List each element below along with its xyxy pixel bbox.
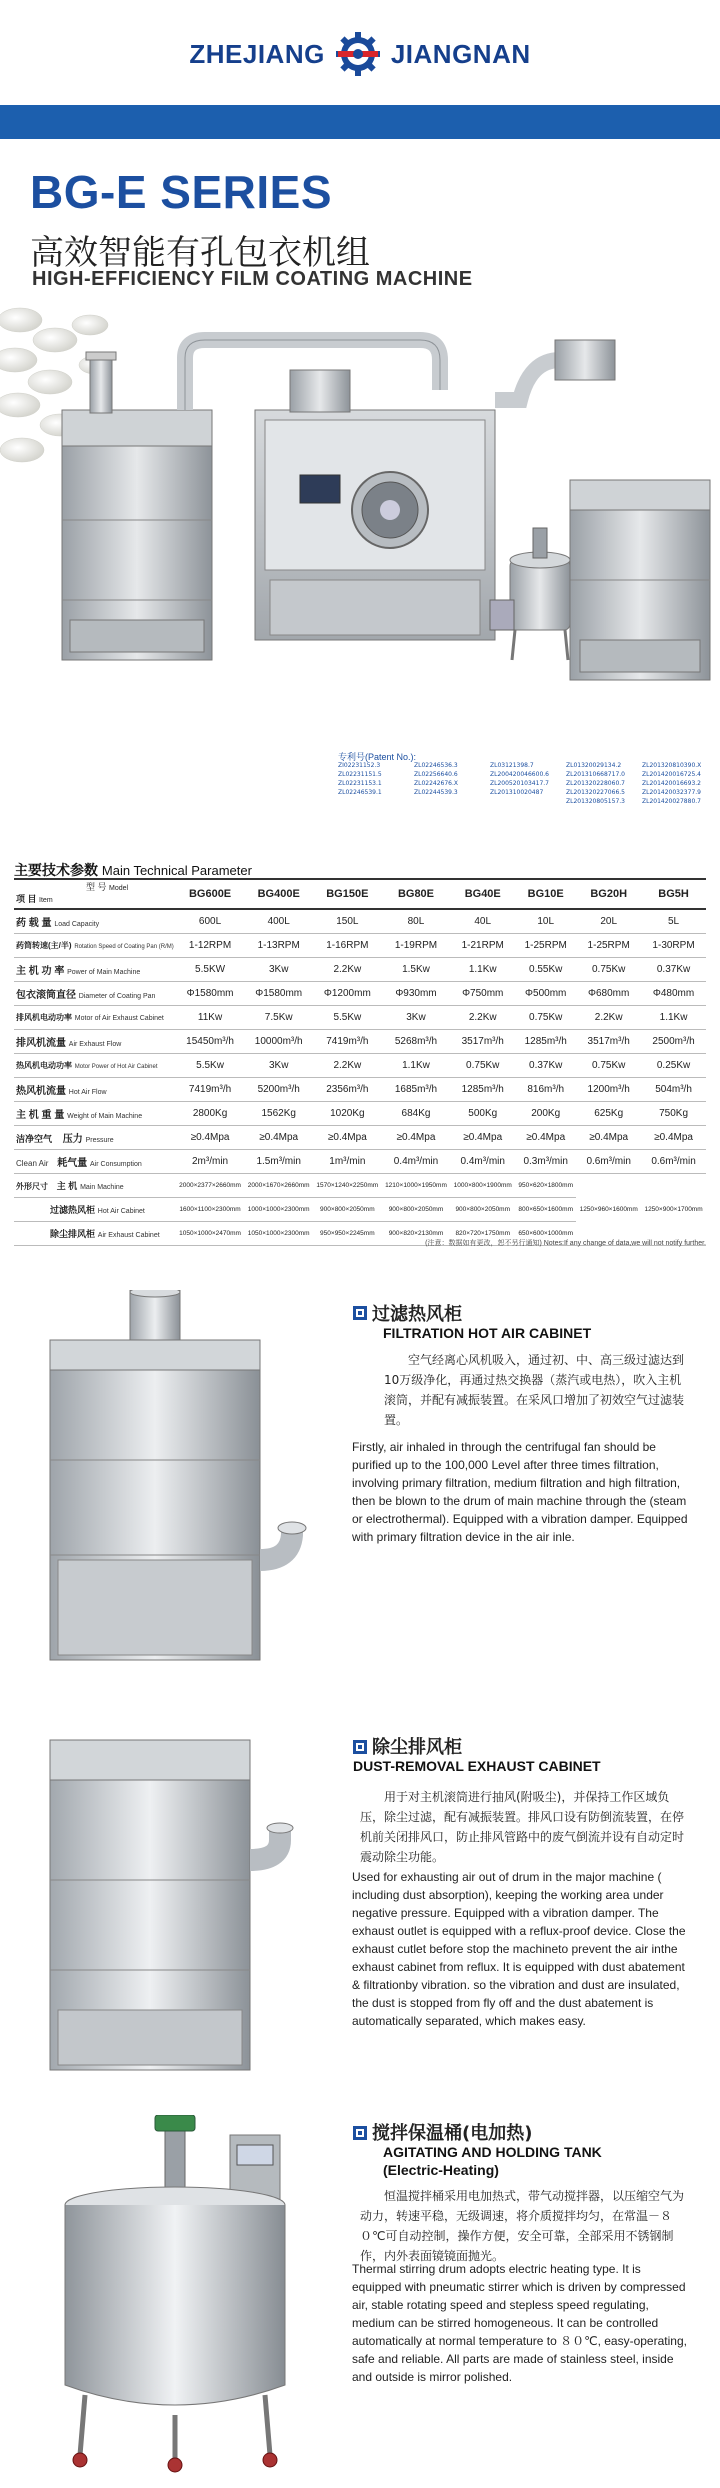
feature-title-cn: 搅拌保温桶(电加热) <box>372 2123 533 2144</box>
table-cell: 800×650×1600mm <box>515 1197 576 1221</box>
row-label-en: Motor of Air Exhaust Cabinet <box>74 1014 164 1022</box>
table-cell: 1570×1240×2250mm <box>313 1173 382 1197</box>
table-cell: ≥0.4Mpa <box>313 1125 382 1149</box>
parameter-title-en: Main Technical Parameter <box>101 863 252 878</box>
table-cell: 1685m³/h <box>382 1077 451 1101</box>
table-cell: 3Kw <box>244 1053 313 1077</box>
agitating-tank-illustration <box>40 2115 330 2475</box>
table-cell: 2800Kg <box>176 1101 245 1125</box>
row-label <box>14 1149 176 1173</box>
table-cell: 1m³/min <box>313 1149 382 1173</box>
header <box>0 0 720 105</box>
header-item-en: Item <box>39 897 53 904</box>
table-cell: 1050×1000×2470mm <box>176 1221 245 1245</box>
table-cell: 625Kg <box>576 1101 641 1125</box>
table-cell: 0.4m³/min <box>450 1149 515 1173</box>
table-cell: Φ1580mm <box>176 981 245 1005</box>
patent-number: ZL201320810390.X <box>642 762 702 769</box>
patent-number: ZL201310020487 <box>490 789 544 796</box>
table-cell: 1-16RPM <box>313 933 382 957</box>
table-row <box>14 1101 706 1125</box>
feature-title-en-line2: (Electric-Heating) <box>383 2162 499 2178</box>
patent-number: ZL02242676.X <box>414 780 459 787</box>
hot-air-cabinet-illustration <box>30 1290 330 1670</box>
row-label <box>14 1221 176 1245</box>
pressure-label-en: Pressure <box>85 1136 114 1144</box>
table-cell: 2000×1670×2660mm <box>244 1173 313 1197</box>
table-cell: Φ500mm <box>515 981 576 1005</box>
table-cell: 1020Kg <box>313 1101 382 1125</box>
dimensions-label: 外形尺寸 <box>16 1181 48 1191</box>
table-cell: 11Kw <box>176 1005 245 1029</box>
table-cell: 0.75Kw <box>576 1053 641 1077</box>
row-label <box>14 1197 176 1221</box>
table-cell: 2356m³/h <box>313 1077 382 1101</box>
table-row <box>14 981 706 1005</box>
table-cell: Φ750mm <box>450 981 515 1005</box>
patent-number <box>338 798 414 805</box>
table-header-row <box>14 879 706 909</box>
brand-logo <box>0 34 720 74</box>
table-cell: 7419m³/h <box>313 1029 382 1053</box>
patent-title: 专利号(Patent No.): <box>338 752 417 762</box>
row-label <box>14 1125 176 1149</box>
model-header: BG80E <box>382 879 451 909</box>
table-cell: 0.25Kw <box>641 1053 706 1077</box>
chinese-title: 高效智能有孔包衣机组 <box>30 233 370 273</box>
table-cell: Φ480mm <box>641 981 706 1005</box>
row-label-en: Rotation Speed of Coating Pan (R/M) <box>74 943 174 950</box>
exhaust-cabinet-label-cn: 除尘排风柜 <box>50 1228 96 1239</box>
parameter-table <box>14 878 706 1246</box>
model-header: BG600E <box>176 879 245 909</box>
table-cell: 0.75Kw <box>576 957 641 981</box>
table-row <box>14 1053 706 1077</box>
patent-number: ZL03121398.7 <box>490 762 534 769</box>
table-cell: 650×600×1000mm <box>515 1221 576 1245</box>
table-cell: 1-21RPM <box>450 933 515 957</box>
parameter-title-cn: 主要技术参数 <box>14 862 98 878</box>
table-cell: 1-19RPM <box>382 933 451 957</box>
feature-desc-en: Firstly, air inhaled in through the centrifugal fan should be purified up to the 100,000 Level after three times filtration, involving primary filtration, medium filtration and high filtration, then be blown to the drum of main machine through the (steam or electrothermal). Equipped with a vibration damper. Equipped with primary filtration device in the air inle. <box>352 1440 688 1544</box>
table-cell: 0.75Kw <box>450 1053 515 1077</box>
patent-number: ZL02231153.1 <box>338 780 382 787</box>
table-cell: 900×820×2130mm <box>382 1221 451 1245</box>
table-cell: 3517m³/h <box>450 1029 515 1053</box>
table-cell: 2000×2377×2660mm <box>176 1173 245 1197</box>
patent-numbers <box>338 762 718 805</box>
row-label-cn: 主 机 功 率 <box>16 965 65 977</box>
row-label-en: Power of Main Machine <box>67 968 141 976</box>
table-cell: 1000×800×1900mm <box>450 1173 515 1197</box>
consumption-label-cn: 耗气量 <box>57 1157 88 1169</box>
table-cell: 1562Kg <box>244 1101 313 1125</box>
table-cell: 2.2Kw <box>313 957 382 981</box>
patent-number: ZL201420032377.9 <box>642 789 701 796</box>
section-square-icon <box>353 2126 367 2140</box>
brand-name-right: JIANGNAN <box>390 38 531 69</box>
model-header: BG150E <box>313 879 382 909</box>
table-cell: ≥0.4Mpa <box>515 1125 576 1149</box>
table-cell: 816m³/h <box>515 1077 576 1101</box>
row-label-cn: 热风机电动功率 <box>16 1060 72 1070</box>
feature-title-cn: 过滤热风柜 <box>372 1304 462 1325</box>
table-cell: ≥0.4Mpa <box>244 1125 313 1149</box>
patent-number: ZL201420027880.7 <box>642 798 701 805</box>
table-cell: 900×800×2050mm <box>382 1197 451 1221</box>
hot-air-cabinet-label-en: Hot Air Cabinet <box>97 1207 145 1215</box>
table-cell: 950×620×1800mm <box>515 1173 576 1197</box>
patent-number: ZL02246539.1 <box>338 789 382 796</box>
table-cell: 1050×1000×2300mm <box>244 1221 313 1245</box>
table-cell: Φ930mm <box>382 981 451 1005</box>
table-cell: 0.3m³/min <box>515 1149 576 1173</box>
table-cell: 0.37Kw <box>641 957 706 981</box>
feature-title-en: DUST-REMOVAL EXHAUST CABINET <box>353 1758 601 1774</box>
patent-number: ZL201320228060.7 <box>566 780 625 787</box>
patent-number: ZL01320029134.2 <box>566 762 622 769</box>
parameter-table-body <box>14 909 706 1245</box>
row-label <box>14 1053 176 1077</box>
row-label <box>14 981 176 1005</box>
table-cell: 0.37Kw <box>515 1053 576 1077</box>
feature-desc-en: Used for exhausting air out of drum in the major machine ( including dust absorption), keeping the working area under negative pressure. Equipped with a vibration damper. The exhaust outlet is equipped with a reflux-proof device. Close the exhaust cutlet before stop the machineto prevent the air inthe exhaust cabinet from reflux. It is equipped with dust abatement & filtrationby vibration. so the vibration and dust are insulated, the dust is stopped from fly off and the dust abatement is automatically separated, which makes easy. <box>352 1870 686 2028</box>
consumption-label-en: Air Consumption <box>90 1160 142 1168</box>
gear-logo-icon <box>335 31 381 77</box>
table-cell: 950×950×2245mm <box>313 1221 382 1245</box>
table-row <box>14 933 706 957</box>
table-cell: 1250×960×1600mm <box>576 1173 641 1245</box>
table-cell: 1.1Kw <box>382 1053 451 1077</box>
row-label-cn: 包衣滚筒直径 <box>16 989 76 1001</box>
table-cell: 10000m³/h <box>244 1029 313 1053</box>
table-cell: 2500m³/h <box>641 1029 706 1053</box>
row-label-en: Load Capacity <box>54 920 100 928</box>
brand-name-left: ZHEJIANG <box>189 38 325 69</box>
table-cell: 900×800×2050mm <box>313 1197 382 1221</box>
table-cell: 1210×1000×1950mm <box>382 1173 451 1197</box>
table-cell: 7.5Kw <box>244 1005 313 1029</box>
table-row <box>14 909 706 933</box>
hot-air-cabinet-label-cn: 过滤热风柜 <box>50 1204 96 1215</box>
table-cell: 1.1Kw <box>641 1005 706 1029</box>
feature-title-cn: 除尘排风柜 <box>372 1737 462 1758</box>
table-cell: 1285m³/h <box>515 1029 576 1053</box>
row-label <box>14 957 176 981</box>
patent-number: ZL201420016725.4 <box>642 771 701 778</box>
feature-desc-en: Thermal stirring drum adopts electric heating type. It is equipped with pneumatic stirrer which is driven by compressed air, stable rotating speed and stepless speed regulating, medium can be stirred homogeneous. It can be controlled automatically at normal temperature to ８０℃, easy-operating, safe and reliable. All parts are made of stainless steel, inside and outside is mirror polished. <box>352 2262 687 2384</box>
table-cell: 5.5KW <box>176 957 245 981</box>
row-label-cn: 热风机流量 <box>16 1085 66 1097</box>
table-cell: 1600×1100×2300mm <box>176 1197 245 1221</box>
feature-title-en-line1: AGITATING AND HOLDING TANK <box>383 2144 602 2160</box>
feature-title-en: FILTRATION HOT AIR CABINET <box>383 1325 592 1341</box>
table-cell: ≥0.4Mpa <box>576 1125 641 1149</box>
table-cell: 5.5Kw <box>176 1053 245 1077</box>
table-cell: 1-30RPM <box>641 933 706 957</box>
table-cell: 40L <box>450 909 515 933</box>
table-cell: 1-25RPM <box>576 933 641 957</box>
table-cell: 5L <box>641 909 706 933</box>
table-cell: 1.1Kw <box>450 957 515 981</box>
exhaust-cabinet-label-en: Air Exhaust Cabinet <box>97 1231 160 1239</box>
feature-desc-cn: 空气经离心风机吸入，通过初、中、高三级过滤达到10万级净化，再通过热交换器（蒸汽或电热），吹入主机滚筒，并配有减振装置。在采风口增加了初效空气过滤装置。 <box>384 1353 685 1427</box>
table-row <box>14 1149 706 1173</box>
table-cell: 2m³/min <box>176 1149 245 1173</box>
parameter-table-title <box>14 860 252 880</box>
row-label-en: Weight of Main Machine <box>67 1112 143 1120</box>
table-cell: 820×720×1750mm <box>450 1221 515 1245</box>
table-row <box>14 1029 706 1053</box>
patent-number: ZL02231151.5 <box>338 771 382 778</box>
header-item-cn: 项 目 <box>16 894 37 904</box>
table-cell: Φ1580mm <box>244 981 313 1005</box>
model-header: BG400E <box>244 879 313 909</box>
table-row <box>14 1077 706 1101</box>
patent-number: ZL02256640.6 <box>414 771 458 778</box>
row-label-en: Hot Air Flow <box>68 1088 107 1096</box>
patent-number: ZL200420046600.6 <box>490 771 549 778</box>
clean-air-label-en: Clean Air <box>16 1158 49 1168</box>
patent-number: ZL201420016693.2 <box>642 780 701 787</box>
table-cell: 0.75Kw <box>515 1005 576 1029</box>
row-label-en: Motor Power of Hot Air Cabinet <box>74 1063 158 1070</box>
table-cell: 0.55Kw <box>515 957 576 981</box>
table-cell: 1-12RPM <box>176 933 245 957</box>
row-label-cn: 药筒转速(主/半) <box>16 940 72 950</box>
row-label-cn: 药 载 量 <box>16 917 52 929</box>
table-cell: 0.6m³/min <box>576 1149 641 1173</box>
table-cell: 750Kg <box>641 1101 706 1125</box>
table-cell: 7419m³/h <box>176 1077 245 1101</box>
model-header: BG20H <box>576 879 641 909</box>
table-cell: 0.6m³/min <box>641 1149 706 1173</box>
row-label <box>14 1173 176 1197</box>
table-cell: 504m³/h <box>641 1077 706 1101</box>
feature-desc-cn: 恒温搅拌桶采用电加热式，带气动搅拌器，以压缩空气为动力，转速平稳，无级调速，将介质搅拌均匀，在常温－８０℃可自动控制，操作方便，安全可靠，全部采用不锈钢制作，内外表面镜镜面抛光。 <box>360 2189 685 2263</box>
table-header-item <box>14 879 176 909</box>
table-cell: 3Kw <box>382 1005 451 1029</box>
table-cell: 2.2Kw <box>576 1005 641 1029</box>
table-cell: 3517m³/h <box>576 1029 641 1053</box>
section-square-icon <box>353 1306 367 1320</box>
model-header: BG10E <box>515 879 576 909</box>
section-square-icon <box>353 1740 367 1754</box>
table-row <box>14 1125 706 1149</box>
patent-number: ZL201320805157.3 <box>566 798 625 805</box>
table-cell: 2.2Kw <box>313 1053 382 1077</box>
row-label-cn: 主 机 重 量 <box>16 1109 65 1121</box>
table-cell: ≥0.4Mpa <box>382 1125 451 1149</box>
series-title: BG-E SERIES <box>30 166 333 218</box>
pressure-label-cn: 压力 <box>62 1133 83 1145</box>
table-row <box>14 957 706 981</box>
table-cell: 150L <box>313 909 382 933</box>
table-cell: 20L <box>576 909 641 933</box>
patent-number <box>414 798 490 805</box>
table-cell: 15450m³/h <box>176 1029 245 1053</box>
model-header: BG40E <box>450 879 515 909</box>
table-cell: 0.4m³/min <box>382 1149 451 1173</box>
table-cell: 1.5m³/min <box>244 1149 313 1173</box>
table-cell: 1000×1000×2300mm <box>244 1197 313 1221</box>
row-label-cn: 排风机流量 <box>16 1037 66 1049</box>
english-title: HIGH-EFFICIENCY FILM COATING MACHINE <box>32 268 473 290</box>
feature-desc-cn: 用于对主机滚筒进行抽风(附吸尘)，并保持工作区域负压，除尘过滤，配有减振装置。排风口设有防倒流装置，在停机前关闭排风口，防止排风管路中的废气倒流并设有自动定时震动除尘功能。 <box>360 1790 685 1864</box>
table-cell: 2.2Kw <box>450 1005 515 1029</box>
main-machine-label-en: Main Machine <box>80 1183 124 1191</box>
table-cell: 600L <box>176 909 245 933</box>
table-cell: 900×800×2050mm <box>450 1197 515 1221</box>
row-label <box>14 1029 176 1053</box>
table-cell: 684Kg <box>382 1101 451 1125</box>
clean-air-label-cn: 洁净空气 <box>16 1133 53 1144</box>
table-note: (注意：数据如有更改，恕不另行通知) Notes:If any change of data,we will not notify further. <box>425 1240 706 1247</box>
table-cell: ≥0.4Mpa <box>641 1125 706 1149</box>
table-cell: 1-13RPM <box>244 933 313 957</box>
table-cell: 400L <box>244 909 313 933</box>
row-label-en: Air Exhaust Flow <box>68 1040 122 1048</box>
table-cell: 5268m³/h <box>382 1029 451 1053</box>
table-cell: 10L <box>515 909 576 933</box>
model-header: BG5H <box>641 879 706 909</box>
hero-machine-illustration <box>0 300 720 720</box>
table-cell: 1250×900×1700mm <box>641 1173 706 1245</box>
patent-number: ZL201310668717.0 <box>566 771 625 778</box>
patent-number: ZL02246536.3 <box>414 762 458 769</box>
patent-number: ZL200520103417.7 <box>490 780 549 787</box>
table-cell: 5.5Kw <box>313 1005 382 1029</box>
row-label <box>14 1005 176 1029</box>
row-label-cn: 排风机电动功率 <box>16 1012 72 1022</box>
row-label-en: Diameter of Coating Pan <box>78 992 156 1000</box>
table-cell: 200Kg <box>515 1101 576 1125</box>
table-cell: 1.5Kw <box>382 957 451 981</box>
exhaust-cabinet-illustration <box>30 1720 330 2080</box>
table-cell: Φ680mm <box>576 981 641 1005</box>
row-label <box>14 909 176 933</box>
patent-number: ZL02244539.3 <box>414 789 458 796</box>
row-label <box>14 933 176 957</box>
table-cell: 1200m³/h <box>576 1077 641 1101</box>
table-cell: 5200m³/h <box>244 1077 313 1101</box>
header-blue-bar <box>0 105 720 139</box>
table-cell: ≥0.4Mpa <box>450 1125 515 1149</box>
table-cell: 80L <box>382 909 451 933</box>
table-cell: 500Kg <box>450 1101 515 1125</box>
main-machine-label-cn: 主 机 <box>56 1180 78 1191</box>
patent-number <box>490 798 566 805</box>
table-cell: ≥0.4Mpa <box>176 1125 245 1149</box>
row-label <box>14 1077 176 1101</box>
table-cell: 1285m³/h <box>450 1077 515 1101</box>
header-model-en: Model <box>109 885 129 892</box>
table-row <box>14 1005 706 1029</box>
table-cell: 3Kw <box>244 957 313 981</box>
table-cell: 1-25RPM <box>515 933 576 957</box>
patent-number: ZL201320227066.5 <box>566 789 625 796</box>
patent-number: ZI02231152.3 <box>338 762 381 769</box>
header-model-cn: 型 号 <box>86 882 107 892</box>
table-cell: Φ1200mm <box>313 981 382 1005</box>
row-label <box>14 1101 176 1125</box>
table-row <box>14 1173 706 1197</box>
